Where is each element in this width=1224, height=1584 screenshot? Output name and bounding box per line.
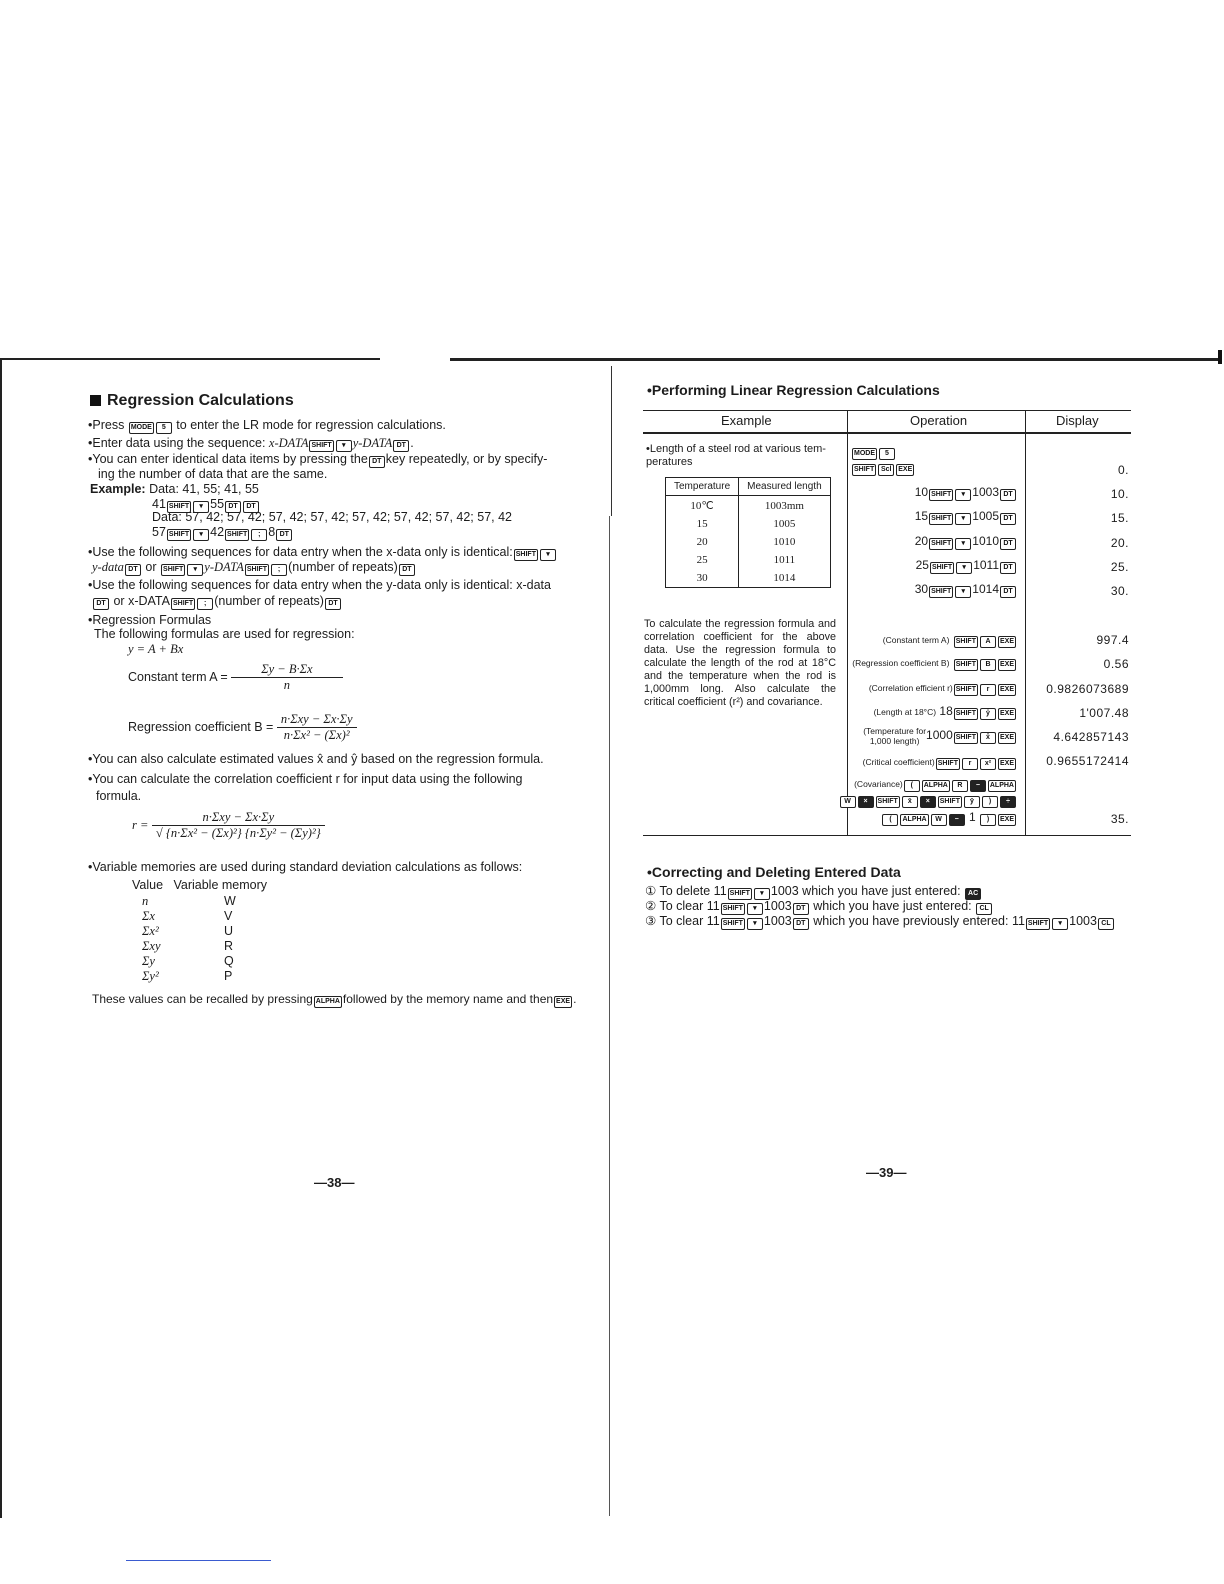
temperature-cell: 10℃ (666, 496, 739, 516)
down-key-icon: ▾ (193, 529, 209, 541)
regression-heading: Regression Calculations (90, 392, 294, 410)
r-key-icon: r (962, 758, 978, 770)
correlation-fraction: $\frac{\text{n·Σxy − Σx·Σy}}{\text{√ \{n·Σx² − (Σx)²\} \{n·Σy² − (Σy)²\}}}$ (152, 810, 325, 841)
op-correlation: (Correlation efficient r) SHIFT r EXE (869, 680, 1017, 696)
correct-item-1: ① To delete 11 SHIFT ▾ 1003 which you have just entered: AC (645, 884, 982, 900)
shift-key-icon: SHIFT (929, 586, 953, 598)
op-data-entry: 30 SHIFT ▾ 1014 DT (915, 582, 1017, 598)
dt-key-icon: DT (225, 501, 241, 513)
bottom-link-rule (126, 1560, 271, 1561)
shift-key-icon: SHIFT (171, 598, 195, 610)
length-cell: 1003mm (739, 496, 831, 516)
semicolon-key-icon: ; (197, 598, 213, 610)
down-key-icon: ▾ (336, 440, 352, 452)
dt-key-icon: DT (793, 903, 809, 915)
exe-key-icon: EXE (998, 708, 1016, 720)
dt-key-icon: DT (1000, 538, 1016, 550)
down-key-icon: ▾ (540, 549, 556, 561)
ac-key-icon: AC (965, 888, 981, 900)
down-key-icon: ▾ (955, 538, 971, 550)
dt-key-icon: DT (399, 564, 415, 576)
dt-key-icon: DT (369, 456, 385, 468)
display-value: 1'007.48 (1079, 706, 1129, 720)
formula-main: y = A + Bx (128, 642, 184, 656)
exe-key-icon: EXE (998, 814, 1016, 826)
formulas-intro: The following formulas are used for regression: (94, 627, 355, 641)
recall-line: These values can be recalled by pressing ALPHA followed by the memory name and then EXE . (92, 992, 577, 1006)
display-value: 4.642857143 (1053, 730, 1129, 744)
mode-key-icon: MODE (129, 422, 154, 434)
temperature-table-wrap (665, 477, 831, 588)
exe-key-icon: EXE (998, 659, 1016, 671)
temperature-cell: 25 (666, 551, 739, 569)
alpha-key-icon: ALPHA (922, 780, 950, 792)
example-description: •Length of a steel rod at various tem- peratures (646, 443, 826, 468)
exe-key-icon: EXE (998, 636, 1016, 648)
op-data-entry: 10 SHIFT ▾ 1003 DT (915, 485, 1017, 501)
memory-name: R (224, 939, 234, 953)
alpha-key-icon: ALPHA (900, 814, 928, 826)
exe-key-icon: EXE (998, 732, 1016, 744)
dt-key-icon: DT (325, 598, 341, 610)
down-key-icon: ▾ (754, 888, 770, 900)
correlation-formula: r = $\frac{\text{n·Σxy − Σx·Σy}}{\text{√ \{n·Σx² − (Σx)²\} \{n·Σy² − (Σy)²\}}}$ (132, 810, 325, 841)
dt-key-icon: DT (1000, 586, 1016, 598)
dt-key-icon: DT (276, 529, 292, 541)
table-row (666, 569, 831, 588)
constant-fraction: $\frac{\Sigma y - B\cdot\Sigma x}{n}$ (231, 662, 342, 693)
correcting-heading: •Correcting and Deleting Entered Data (647, 864, 901, 880)
dt-key-icon: DT (243, 501, 259, 513)
open-paren-key-icon: ( (882, 814, 898, 826)
close-paren-key-icon: ) (980, 814, 996, 826)
shift-key-icon: SHIFT (167, 529, 191, 541)
op-shift-scl-exe (851, 460, 915, 476)
linear-regression-heading: •Performing Linear Regression Calculations (647, 382, 940, 398)
r-memory-key-icon: R (952, 780, 968, 792)
page-number-right: —39— (866, 1165, 907, 1180)
r-key-icon: r (980, 684, 996, 696)
dt-key-icon: DT (93, 598, 109, 610)
shift-key-icon: SHIFT (954, 708, 978, 720)
example-line: Example: Data: 41, 55; 41, 55 (90, 482, 259, 496)
display-value: 0.9826073689 (1046, 682, 1129, 696)
down-key-icon: ▾ (187, 564, 203, 576)
down-key-icon: ▾ (1052, 918, 1068, 930)
memory-table-header: Value Variable memory (132, 878, 268, 892)
xbar-key-icon: x̄ (902, 796, 918, 808)
shift-key-icon: SHIFT (721, 903, 745, 915)
xhat-key-icon: x̂ (980, 732, 996, 744)
exe-key-icon: EXE (998, 758, 1016, 770)
table-row (666, 496, 831, 516)
example-seq-1: 41 SHIFT ▾ 55 DT DT (152, 497, 260, 513)
memory-value: Σy² (142, 969, 159, 983)
memory-name: P (224, 969, 233, 983)
temperature-cell: 20 (666, 533, 739, 551)
op-critical: (Critical coefficient) SHIFT r x² EXE (863, 754, 1017, 770)
top-rule-right (450, 358, 1220, 361)
down-key-icon: ▾ (955, 586, 971, 598)
xsame-line-1: •Use the following sequences for data entry when the x-data only is identical: SHIFT ▾ (88, 545, 557, 561)
shift-key-icon: SHIFT (954, 659, 978, 671)
identical-line-2: ing the number of data that are the same. (98, 467, 328, 481)
minus-key-icon: − (970, 780, 986, 792)
table-row (666, 551, 831, 569)
temperature-table (665, 477, 831, 588)
open-paren-key-icon: ( (904, 780, 920, 792)
semicolon-key-icon: ; (251, 529, 267, 541)
identical-line-1: •You can enter identical data items by pressing the DT key repeatedly, or by specify- (88, 452, 548, 466)
variable-memories-line: •Variable memories are used during standard deviation calculations as follows: (88, 860, 523, 874)
a-key-icon: A (980, 636, 996, 648)
op-covariance-3: ( ALPHA W − 1 ) EXE (881, 810, 1017, 826)
display-value: 0.56 (1103, 657, 1129, 671)
shift-key-icon: SHIFT (936, 758, 960, 770)
cl-key-icon: CL (1098, 918, 1114, 930)
page-number-left: —38— (314, 1175, 355, 1190)
shift-key-icon: SHIFT (514, 549, 538, 561)
down-key-icon: ▾ (955, 489, 971, 501)
display-value: 0. (1117, 463, 1129, 477)
shift-key-icon: SHIFT (954, 636, 978, 648)
alpha-key-icon: ALPHA (988, 780, 1016, 792)
formulas-title: •Regression Formulas (88, 613, 212, 627)
times-key-icon: × (858, 796, 874, 808)
op-mode-5 (851, 444, 896, 460)
display-value: 10. (1110, 487, 1129, 501)
regression-coefficient-formula: Regression coefficient B = $\frac{\text{n·Σxy − Σx·Σy}}{\text{n·Σx² − (Σx)²}}$ (128, 712, 357, 743)
correlation-line-1: •You can calculate the correlation coefficient r for input data using the following (88, 772, 523, 786)
x-squared-key-icon: x² (980, 758, 996, 770)
xsame-line-2: y-data DT or SHIFT ▾ y-DATA SHIFT ; (number of repeats) DT (92, 560, 416, 576)
op-data-entry: 25 SHIFT ▾ 1011 DT (916, 558, 1017, 574)
shift-key-icon: SHIFT (225, 529, 249, 541)
dt-key-icon: DT (125, 564, 141, 576)
display-value: 30. (1110, 584, 1129, 598)
down-key-icon: ▾ (747, 918, 763, 930)
display-value: 0.9655172414 (1046, 754, 1129, 768)
dt-key-icon: DT (1000, 562, 1016, 574)
table-header-rule (643, 432, 1131, 434)
dt-key-icon: DT (1000, 489, 1016, 501)
cl-key-icon: CL (976, 903, 992, 915)
temperature-header: Temperature (666, 478, 739, 496)
table-row (666, 515, 831, 533)
shift-key-icon: SHIFT (954, 684, 978, 696)
column-header-example: Example (721, 413, 772, 428)
memory-value: Σx (142, 909, 155, 923)
mode-key-icon: MODE (852, 448, 877, 460)
example-data-2: Data: 57, 42; 57, 42; 57, 42; 57, 42; 57, 42; 57, 42; 57, 42; 57, 42 (152, 510, 512, 524)
column-divider-1 (847, 410, 848, 835)
dt-key-icon: DT (1000, 513, 1016, 525)
exe-key-icon: EXE (896, 464, 914, 476)
calculation-description: To calculate the regression formula and correlation coefficient for the above data. Use the regression formula to calculate the length of the rod at 18°C and the temperature when the rod is 1,000mm long. Also calculate the critical coefficient (r²) and covariance. (644, 618, 836, 708)
memory-value: Σx² (142, 924, 159, 938)
shift-key-icon: SHIFT (852, 464, 876, 476)
regression-fraction: $\frac{\text{n·Σxy − Σx·Σy}}{\text{n·Σx² − (Σx)²}}$ (277, 712, 357, 743)
minus-key-icon: − (949, 814, 965, 826)
right-page-edge (1218, 350, 1222, 364)
op-temperature: (Temperature for 1,000 length) 1000 SHIFT x̂ EXE (863, 726, 1014, 746)
example-seq-2: 57 SHIFT ▾ 42 SHIFT ; 8 DT (152, 525, 293, 541)
display-value: 15. (1110, 511, 1129, 525)
square-bullet-icon (90, 395, 101, 406)
temperature-cell: 15 (666, 515, 739, 533)
op-data-entry: 20 SHIFT ▾ 1010 DT (915, 534, 1017, 550)
shift-key-icon: SHIFT (954, 732, 978, 744)
display-value: 35. (1110, 812, 1129, 826)
column-header-operation: Operation (910, 413, 968, 428)
shift-key-icon: SHIFT (929, 513, 953, 525)
page-fold (611, 366, 612, 516)
table-top-rule (643, 410, 1131, 411)
shift-key-icon: SHIFT (930, 562, 954, 574)
down-key-icon: ▾ (747, 903, 763, 915)
op-data-entry: 15 SHIFT ▾ 1005 DT (915, 509, 1017, 525)
length-cell: 1005 (739, 515, 831, 533)
shift-key-icon: SHIFT (728, 888, 752, 900)
exe-key-icon: EXE (998, 684, 1016, 696)
scl-key-icon: Scl (878, 464, 894, 476)
times-key-icon: × (920, 796, 936, 808)
memory-value: n (142, 894, 149, 908)
memory-name: U (224, 924, 234, 938)
op-constant: (Constant term A) SHIFT A EXE (883, 632, 1017, 648)
column-divider-2 (1025, 410, 1026, 835)
display-value: 997.4 (1096, 633, 1129, 647)
correlation-line-2: formula. (96, 789, 142, 803)
temperature-cell: 30 (666, 569, 739, 588)
op-length: (Length at 18°C) 18 SHIFT ŷ EXE (873, 704, 1014, 718)
enter-data-line: •Enter data using the sequence: x-DATA SHIFT ▾ y-DATA DT . (88, 436, 414, 450)
down-key-icon: ▾ (193, 501, 209, 513)
memory-value: Σxy (142, 939, 161, 953)
op-regression: (Regression coefficient B) SHIFT B EXE (852, 655, 1017, 671)
table-bottom-rule (643, 835, 1131, 836)
memory-value: Σy (142, 954, 155, 968)
constant-term-formula: Constant term A = $\frac{\Sigma y - B\cdot\Sigma x}{n}$ (128, 662, 343, 693)
shift-key-icon: SHIFT (245, 564, 269, 576)
ysame-line-1: •Use the following sequences for data entry when the y-data only is identical: x-data (88, 578, 551, 592)
b-key-icon: B (980, 659, 996, 671)
shift-key-icon: SHIFT (876, 796, 900, 808)
exe-key-icon: EXE (554, 996, 572, 1008)
shift-key-icon: SHIFT (929, 538, 953, 550)
alpha-key-icon: ALPHA (314, 996, 342, 1008)
five-key-icon: 5 (156, 422, 172, 434)
down-key-icon: ▾ (956, 562, 972, 574)
op-covariance-2 (839, 792, 1017, 808)
memory-name: V (224, 909, 233, 923)
top-rule-left (0, 358, 380, 360)
w-memory-key-icon: W (840, 796, 856, 808)
ysame-line-2: DT or x-DATA SHIFT ; (number of repeats) DT (92, 594, 342, 610)
display-value: 25. (1110, 560, 1129, 574)
display-value: 20. (1110, 536, 1129, 550)
yhat-key-icon: ŷ (980, 708, 996, 720)
dt-key-icon: DT (393, 440, 409, 452)
w-memory-key-icon: W (931, 814, 947, 826)
shift-key-icon: SHIFT (929, 489, 953, 501)
shift-key-icon: SHIFT (938, 796, 962, 808)
close-paren-key-icon: ) (982, 796, 998, 808)
shift-key-icon: SHIFT (161, 564, 185, 576)
divide-key-icon: ÷ (1000, 796, 1016, 808)
length-header: Measured length (739, 478, 831, 496)
length-cell: 1011 (739, 551, 831, 569)
op-covariance-1: (Covariance) ( ALPHA R − ALPHA (854, 776, 1017, 792)
shift-key-icon: SHIFT (721, 918, 745, 930)
correct-item-2: ② To clear 11 SHIFT ▾ 1003 DT which you have just entered: CL (645, 899, 993, 915)
column-header-display: Display (1056, 413, 1099, 428)
semicolon-key-icon: ; (271, 564, 287, 576)
press-mode-line: •Press MODE 5 to enter the LR mode for regression calculations. (88, 418, 446, 432)
five-key-icon: 5 (879, 448, 895, 460)
down-key-icon: ▾ (955, 513, 971, 525)
memory-name: Q (224, 954, 234, 968)
page-fold-lower (609, 516, 610, 1516)
length-cell: 1010 (739, 533, 831, 551)
length-cell: 1014 (739, 569, 831, 588)
dt-key-icon: DT (793, 918, 809, 930)
correct-item-3: ③ To clear 11 SHIFT ▾ 1003 DT which you have previously entered: 11 SHIFT ▾ 1003 CL (645, 914, 1115, 930)
shift-key-icon: SHIFT (1026, 918, 1050, 930)
shift-key-icon: SHIFT (309, 440, 333, 452)
shift-key-icon: SHIFT (167, 501, 191, 513)
estimated-values-line: •You can also calculate estimated values x̂ and ŷ based on the regression formula. (88, 752, 544, 766)
ybar-key-icon: ȳ (964, 796, 980, 808)
memory-name: W (224, 894, 236, 908)
left-page-edge (0, 358, 2, 1518)
table-row (666, 533, 831, 551)
